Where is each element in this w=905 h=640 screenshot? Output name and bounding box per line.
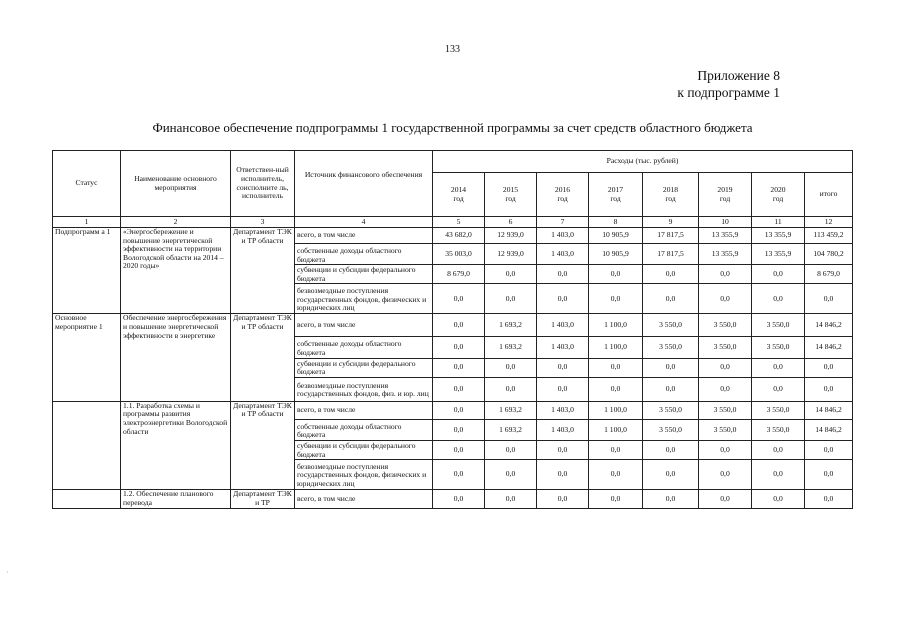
expense-value-cell: 0,0 — [699, 460, 752, 490]
expense-value-cell: 0,0 — [433, 419, 485, 440]
expense-value-cell: 43 682,0 — [433, 228, 485, 244]
expense-value-cell: 0,0 — [699, 490, 752, 509]
document-title: Финансовое обеспечение подпрограммы 1 государственной программы за счет средств областного бюджета — [152, 120, 753, 135]
expense-value-cell: 0,0 — [752, 377, 805, 401]
expense-value-cell: 0,0 — [643, 377, 699, 401]
header-name: Наименование основного мероприятия — [121, 151, 231, 217]
expense-value-cell: 3 550,0 — [752, 314, 805, 337]
total-value-cell: 0,0 — [805, 358, 853, 377]
col-number: 7 — [537, 217, 589, 228]
expense-value-cell: 1 403,0 — [537, 337, 589, 358]
expense-value-cell: 3 550,0 — [643, 314, 699, 337]
expense-value-cell: 0,0 — [485, 377, 537, 401]
expense-value-cell: 0,0 — [699, 440, 752, 459]
expense-value-cell: 0,0 — [537, 265, 589, 284]
activity-name-cell: «Энергосбережение и повышение энергетической эффективности на территории Вологодской области на 2014 – 2020 годы» — [121, 228, 231, 314]
total-value-cell: 0,0 — [805, 440, 853, 459]
funding-source-cell: собственные доходы областного бюджета — [295, 337, 433, 358]
expense-value-cell: 17 817,5 — [643, 244, 699, 265]
expense-value-cell: 1 693,2 — [485, 337, 537, 358]
expense-value-cell: 0,0 — [433, 460, 485, 490]
header-year-2016: 2016 год — [537, 173, 589, 217]
expense-value-cell: 10 905,9 — [589, 228, 643, 244]
funding-source-cell: безвозмездные поступления государственных фондов, физических и юридических лиц — [295, 284, 433, 314]
expense-value-cell: 0,0 — [433, 377, 485, 401]
expense-value-cell: 1 403,0 — [537, 401, 589, 419]
page-number: 133 — [445, 44, 460, 55]
expense-value-cell: 0,0 — [589, 265, 643, 284]
header-year-2017: 2017 год — [589, 173, 643, 217]
expense-value-cell: 1 403,0 — [537, 244, 589, 265]
col-number: 12 — [805, 217, 853, 228]
funding-source-cell: собственные доходы областного бюджета — [295, 244, 433, 265]
expense-value-cell: 3 550,0 — [699, 314, 752, 337]
appendix-note — [677, 67, 780, 101]
expense-value-cell: 0,0 — [589, 377, 643, 401]
table-row — [53, 490, 853, 509]
total-value-cell: 14 846,2 — [805, 401, 853, 419]
expense-value-cell: 0,0 — [752, 490, 805, 509]
status-cell — [53, 401, 121, 489]
appendix-line-2: к подпрограмме 1 — [677, 85, 780, 100]
expense-value-cell: 3 550,0 — [643, 419, 699, 440]
total-value-cell: 0,0 — [805, 377, 853, 401]
expense-value-cell: 10 905,9 — [589, 244, 643, 265]
expense-value-cell: 3 550,0 — [699, 401, 752, 419]
header-expenses: Расходы (тыс. рублей) — [433, 151, 853, 173]
expense-value-cell: 8 679,0 — [433, 265, 485, 284]
expense-value-cell: 3 550,0 — [643, 401, 699, 419]
expense-value-cell: 0,0 — [537, 460, 589, 490]
header-source: Источник финансового обеспечения — [295, 151, 433, 217]
expense-value-cell: 0,0 — [699, 377, 752, 401]
table-body — [53, 228, 853, 509]
expense-value-cell: 0,0 — [589, 284, 643, 314]
executor-cell: Департамент ТЭК и ТР — [231, 490, 295, 509]
expense-value-cell: 1 403,0 — [537, 314, 589, 337]
table-row — [53, 228, 853, 244]
expense-value-cell: 0,0 — [643, 284, 699, 314]
funding-source-cell: безвозмездные поступления государственных фондов, физических и юридических лиц — [295, 460, 433, 490]
expense-value-cell: 13 355,9 — [699, 244, 752, 265]
col-number: 1 — [53, 217, 121, 228]
expense-value-cell: 0,0 — [537, 284, 589, 314]
expense-value-cell: 1 693,2 — [485, 401, 537, 419]
total-value-cell: 0,0 — [805, 284, 853, 314]
expense-value-cell: 35 003,0 — [433, 244, 485, 265]
col-number: 4 — [295, 217, 433, 228]
expense-value-cell: 1 100,0 — [589, 314, 643, 337]
expense-value-cell: 0,0 — [485, 284, 537, 314]
expense-value-cell: 0,0 — [485, 460, 537, 490]
funding-source-cell: всего, в том числе — [295, 228, 433, 244]
expense-value-cell: 3 550,0 — [643, 337, 699, 358]
expense-value-cell: 0,0 — [485, 265, 537, 284]
expense-value-cell: 0,0 — [643, 358, 699, 377]
expense-value-cell: 0,0 — [589, 460, 643, 490]
expense-value-cell: 13 355,9 — [752, 228, 805, 244]
expense-value-cell: 3 550,0 — [752, 419, 805, 440]
funding-source-cell: субвенции и субсидии федерального бюджета — [295, 265, 433, 284]
column-numbers-row — [53, 217, 853, 228]
header-year-2015: 2015 год — [485, 173, 537, 217]
activity-name-cell: 1.2. Обеспечение планового перевода — [121, 490, 231, 509]
funding-source-cell: всего, в том числе — [295, 490, 433, 509]
expense-value-cell: 0,0 — [589, 358, 643, 377]
expense-value-cell: 13 355,9 — [699, 228, 752, 244]
total-value-cell: 14 846,2 — [805, 337, 853, 358]
col-number: 9 — [643, 217, 699, 228]
expense-value-cell: 0,0 — [752, 358, 805, 377]
executor-cell: Департамент ТЭК и ТР области — [231, 314, 295, 401]
expense-value-cell: 0,0 — [589, 490, 643, 509]
expense-value-cell: 0,0 — [752, 265, 805, 284]
expense-value-cell: 3 550,0 — [699, 337, 752, 358]
expense-value-cell: 0,0 — [433, 440, 485, 459]
total-value-cell: 14 846,2 — [805, 419, 853, 440]
col-number: 11 — [752, 217, 805, 228]
header-total: итого — [805, 173, 853, 217]
expense-value-cell: 0,0 — [752, 440, 805, 459]
executor-cell: Департамент ТЭК и ТР области — [231, 401, 295, 489]
col-number: 2 — [121, 217, 231, 228]
funding-source-cell: собственные доходы областного бюджета — [295, 419, 433, 440]
table-row — [53, 314, 853, 337]
expense-value-cell: 0,0 — [537, 358, 589, 377]
header-year-2014: 2014 год — [433, 173, 485, 217]
table-row — [53, 401, 853, 419]
expense-value-cell: 12 939,0 — [485, 228, 537, 244]
expense-value-cell: 0,0 — [433, 358, 485, 377]
col-number: 5 — [433, 217, 485, 228]
expense-value-cell: 3 550,0 — [752, 401, 805, 419]
executor-cell: Департамент ТЭК и ТР области — [231, 228, 295, 314]
expense-value-cell: 0,0 — [699, 358, 752, 377]
expense-value-cell: 1 100,0 — [589, 419, 643, 440]
expense-value-cell: 1 100,0 — [589, 401, 643, 419]
col-number: 8 — [589, 217, 643, 228]
expense-value-cell: 0,0 — [433, 401, 485, 419]
header-year-2018: 2018 год — [643, 173, 699, 217]
activity-name-cell: Обеспечение энергосбережения и повышение энергетической эффективности в энергетике — [121, 314, 231, 401]
expense-value-cell: 0,0 — [752, 460, 805, 490]
expense-value-cell: 0,0 — [643, 460, 699, 490]
expense-value-cell: 0,0 — [643, 490, 699, 509]
header-year-2019: 2019 год — [699, 173, 752, 217]
funding-source-cell: субвенции и субсидии федерального бюджета — [295, 440, 433, 459]
header-status: Статус — [53, 151, 121, 217]
expense-value-cell: 13 355,9 — [752, 244, 805, 265]
expense-value-cell: 3 550,0 — [699, 419, 752, 440]
expense-value-cell: 17 817,5 — [643, 228, 699, 244]
margin-mark: · — [6, 568, 9, 577]
expense-value-cell: 12 939,0 — [485, 244, 537, 265]
expense-value-cell: 0,0 — [589, 440, 643, 459]
expense-value-cell: 0,0 — [752, 284, 805, 314]
header-executor: Ответствен-ный исполнитель, соисполните ль, исполнитель — [231, 151, 295, 217]
expense-value-cell: 1 100,0 — [589, 337, 643, 358]
total-value-cell: 8 679,0 — [805, 265, 853, 284]
financing-table — [52, 150, 853, 509]
total-value-cell: 0,0 — [805, 490, 853, 509]
expense-value-cell: 0,0 — [699, 265, 752, 284]
col-number: 3 — [231, 217, 295, 228]
expense-value-cell: 1 693,2 — [485, 419, 537, 440]
expense-value-cell: 0,0 — [537, 440, 589, 459]
expense-value-cell: 0,0 — [537, 377, 589, 401]
expense-value-cell: 1 693,2 — [485, 314, 537, 337]
appendix-line-1: Приложение 8 — [697, 68, 780, 83]
funding-source-cell: безвозмездные поступления государственных фондов, физ. и юр. лиц — [295, 377, 433, 401]
expense-value-cell: 0,0 — [699, 284, 752, 314]
expense-value-cell: 1 403,0 — [537, 419, 589, 440]
expense-value-cell: 0,0 — [433, 314, 485, 337]
expense-value-cell: 0,0 — [433, 337, 485, 358]
expense-value-cell: 0,0 — [485, 440, 537, 459]
funding-source-cell: всего, в том числе — [295, 314, 433, 337]
col-number: 10 — [699, 217, 752, 228]
expense-value-cell: 0,0 — [643, 440, 699, 459]
total-value-cell: 104 780,2 — [805, 244, 853, 265]
header-year-2020: 2020 год — [752, 173, 805, 217]
expense-value-cell: 3 550,0 — [752, 337, 805, 358]
status-cell: Подпрограмм а 1 — [53, 228, 121, 314]
total-value-cell: 14 846,2 — [805, 314, 853, 337]
total-value-cell: 0,0 — [805, 460, 853, 490]
status-cell — [53, 490, 121, 509]
total-value-cell: 113 459,2 — [805, 228, 853, 244]
col-number: 6 — [485, 217, 537, 228]
expense-value-cell: 0,0 — [433, 284, 485, 314]
status-cell: Основное мероприятие 1 — [53, 314, 121, 401]
expense-value-cell: 0,0 — [485, 490, 537, 509]
expense-value-cell: 0,0 — [433, 490, 485, 509]
expense-value-cell: 0,0 — [537, 490, 589, 509]
expense-value-cell: 0,0 — [643, 265, 699, 284]
expense-value-cell: 0,0 — [485, 358, 537, 377]
funding-source-cell: всего, в том числе — [295, 401, 433, 419]
funding-source-cell: субвенции и субсидии федерального бюджета — [295, 358, 433, 377]
expense-value-cell: 1 403,0 — [537, 228, 589, 244]
activity-name-cell: 1.1. Разработка схемы и программы развития электроэнергетики Вологодской области — [121, 401, 231, 489]
